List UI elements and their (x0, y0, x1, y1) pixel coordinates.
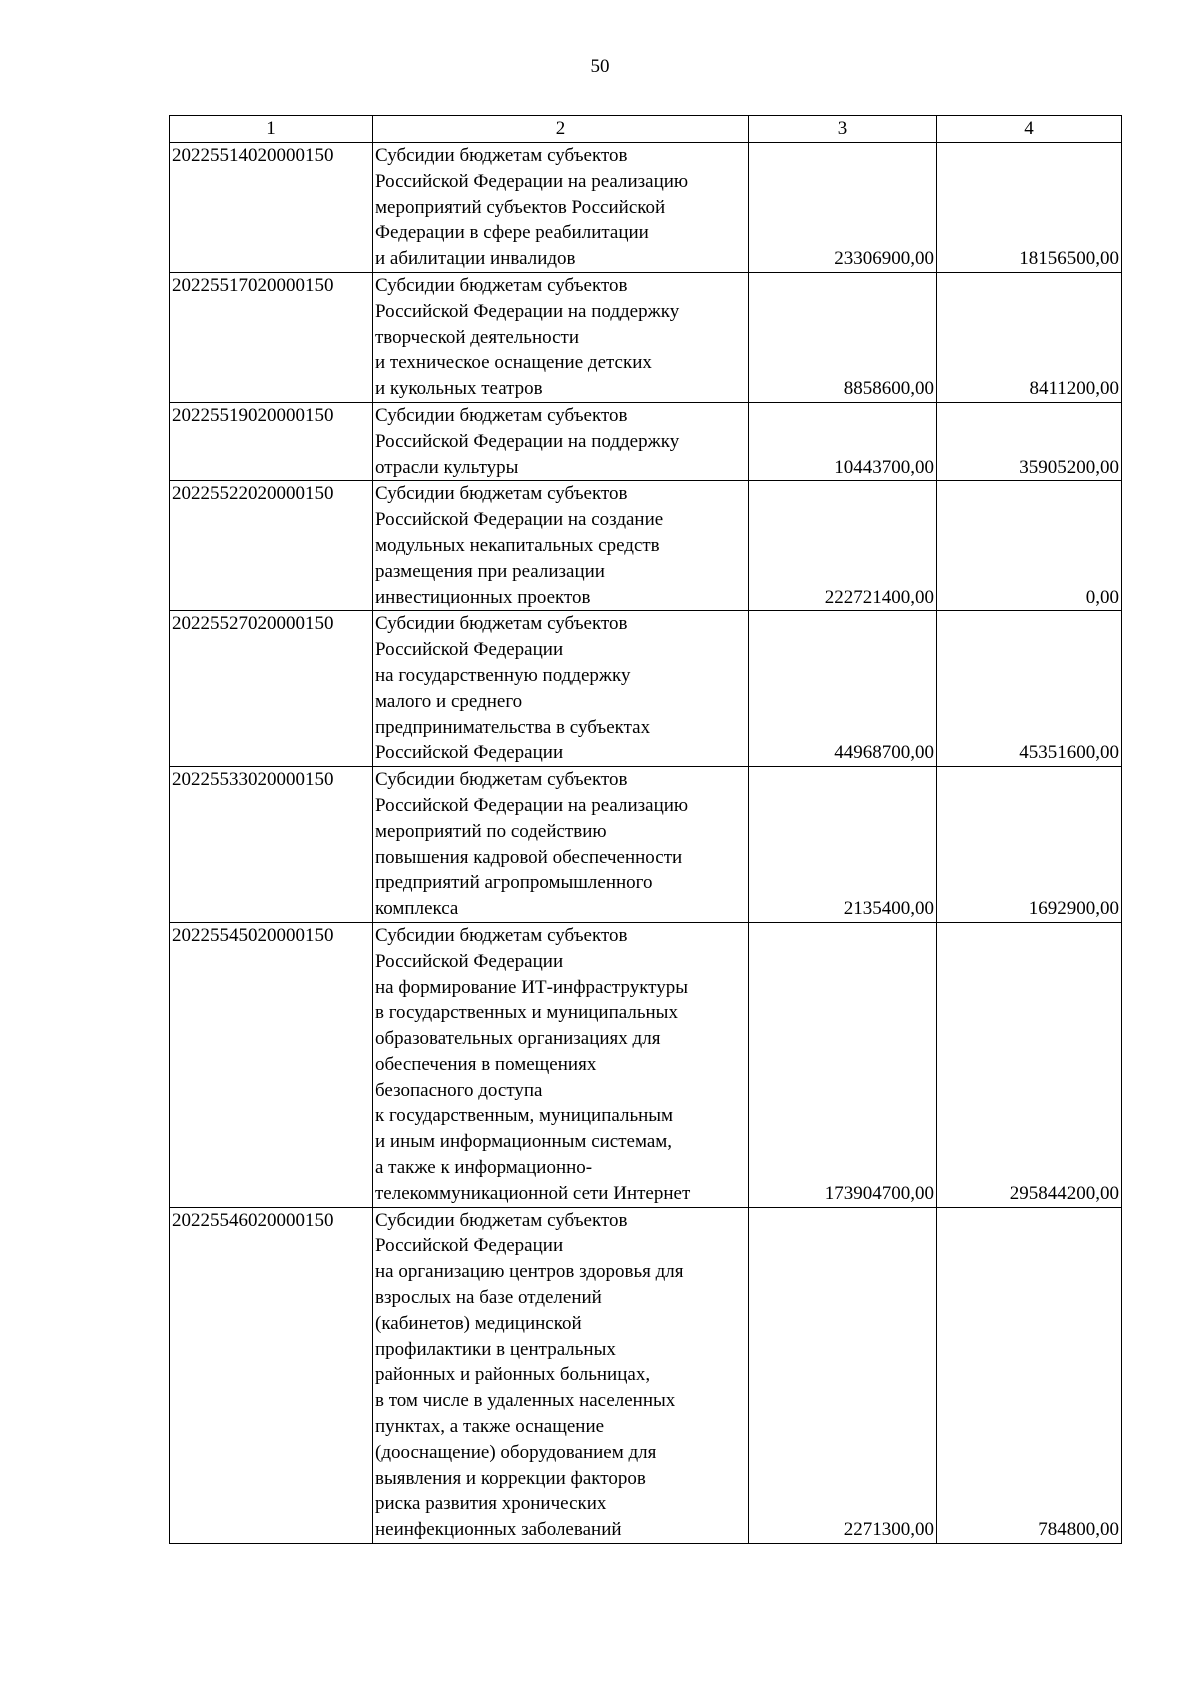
column-header-1: 1 (170, 116, 373, 143)
budget-code-cell: 20225519020000150 (170, 402, 373, 480)
amount-col4-cell: 8411200,00 (937, 272, 1122, 402)
amount-col4-cell: 18156500,00 (937, 143, 1122, 273)
budget-code-cell: 20225517020000150 (170, 272, 373, 402)
description-cell: Субсидии бюджетам субъектов Российской Федерации на поддержку отрасли культуры (373, 402, 749, 480)
amount-col3-cell: 2135400,00 (749, 767, 937, 923)
amount-col3-cell: 44968700,00 (749, 611, 937, 767)
budget-code-cell: 20225533020000150 (170, 767, 373, 923)
description-cell: Субсидии бюджетам субъектов Российской Федерации на поддержку творческой деятельности и техническое оснащение детских и кукольных театров (373, 272, 749, 402)
page-number: 50 (590, 56, 610, 77)
description-cell: Субсидии бюджетам субъектов Российской Федерации на государственную поддержку малого и среднего предпринимательства в субъектах Российской Федерации (373, 611, 749, 767)
budget-code-cell: 20225522020000150 (170, 481, 373, 611)
amount-col4-cell: 784800,00 (937, 1207, 1122, 1543)
header-row (170, 116, 1122, 143)
description-cell: Субсидии бюджетам субъектов Российской Федерации на организацию центров здоровья для взрослых на базе отделений (кабинетов) медицинской профилактики в центральных районных и районных больницах, в том числе в удаленных населенных пунктах, а также оснащение (дооснащение) оборудованием для выявления и коррекции факторов риска развития хронических неинфекционных заболеваний (373, 1207, 749, 1543)
budget-code-cell: 20225514020000150 (170, 143, 373, 273)
budget-code-cell: 20225527020000150 (170, 611, 373, 767)
table-row (170, 1207, 1122, 1543)
table-row (170, 272, 1122, 402)
description-cell: Субсидии бюджетам субъектов Российской Федерации на реализацию мероприятий по содействию повышения кадровой обеспеченности предприятий агропромышленного комплекса (373, 767, 749, 923)
amount-col3-cell: 8858600,00 (749, 272, 937, 402)
budget-code-cell: 20225545020000150 (170, 922, 373, 1207)
budget-table (169, 115, 1122, 1544)
amount-col3-cell: 173904700,00 (749, 922, 937, 1207)
column-header-3: 3 (749, 116, 937, 143)
budget-code-cell: 20225546020000150 (170, 1207, 373, 1543)
amount-col3-cell: 222721400,00 (749, 481, 937, 611)
table-row (170, 767, 1122, 923)
description-cell: Субсидии бюджетам субъектов Российской Федерации на формирование ИТ-инфраструктуры в государственных и муниципальных образовательных организациях для обеспечения в помещениях безопасного доступа к государственным, муниципальным и иным информационным системам, а также к информационно- телекоммуникационной сети Интернет (373, 922, 749, 1207)
table-row (170, 402, 1122, 480)
amount-col3-cell: 2271300,00 (749, 1207, 937, 1543)
amount-col4-cell: 35905200,00 (937, 402, 1122, 480)
description-cell: Субсидии бюджетам субъектов Российской Федерации на создание модульных некапитальных средств размещения при реализации инвестиционных проектов (373, 481, 749, 611)
amount-col3-cell: 23306900,00 (749, 143, 937, 273)
table-row (170, 143, 1122, 273)
description-cell: Субсидии бюджетам субъектов Российской Федерации на реализацию мероприятий субъектов Российской Федерации в сфере реабилитации и абилитации инвалидов (373, 143, 749, 273)
amount-col3-cell: 10443700,00 (749, 402, 937, 480)
table-row (170, 611, 1122, 767)
amount-col4-cell: 295844200,00 (937, 922, 1122, 1207)
amount-col4-cell: 0,00 (937, 481, 1122, 611)
column-header-2: 2 (373, 116, 749, 143)
column-header-4: 4 (937, 116, 1122, 143)
table-row (170, 481, 1122, 611)
amount-col4-cell: 45351600,00 (937, 611, 1122, 767)
table-row (170, 922, 1122, 1207)
amount-col4-cell: 1692900,00 (937, 767, 1122, 923)
